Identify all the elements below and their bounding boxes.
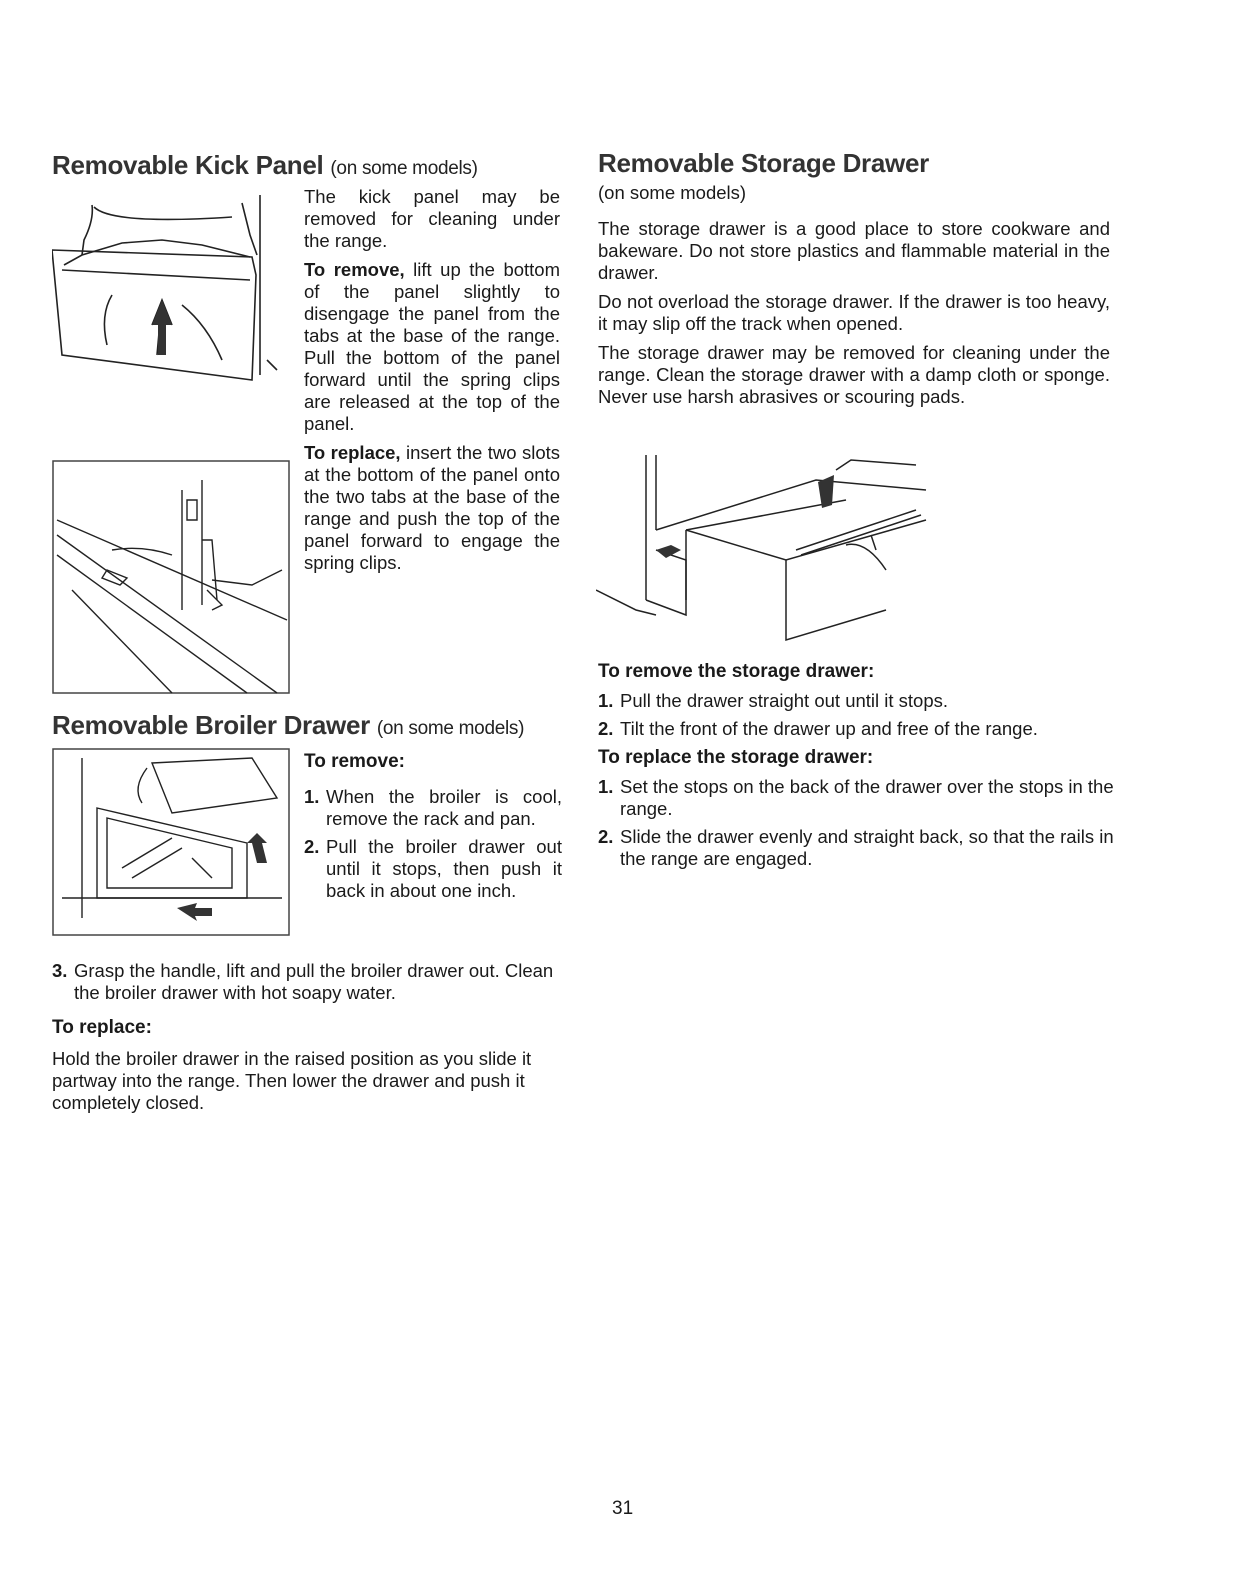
storage-paragraph-2: Do not overload the storage drawer. If the drawer is too heavy, it may slip off the track when opened.	[598, 291, 1110, 334]
broiler-step-1: 1. When the broiler is cool, remove the rack and pan.	[304, 786, 562, 829]
storage-drawer-text	[598, 182, 1110, 415]
kick-panel-replace-paragraph: To replace, insert the two slots at the bottom of the panel onto the two tabs at the base of the range and push the top of the panel forward to engage the spring clips.	[304, 442, 560, 573]
broiler-drawer-illustration	[52, 748, 292, 938]
storage-paragraph-3: The storage drawer may be removed for cleaning under the range. Clean the storage drawer with a damp cloth or sponge. Never use harsh abrasives or scouring pads.	[598, 342, 1110, 407]
broiler-step-3: 3. Grasp the handle, lift and pull the broiler drawer out. Clean the broiler drawer with hot soapy water.	[52, 960, 554, 1003]
broiler-continued-block	[52, 960, 567, 1114]
storage-drawer-illustration	[596, 450, 936, 650]
storage-instructions	[598, 660, 1118, 876]
kick-panel-remove-paragraph: To remove, lift up the bottom of the panel slightly to disengage the panel from the tabs at the base of the range. Pull the bottom of the panel forward until the spring clips are released at the top of the panel.	[304, 259, 560, 434]
storage-drawer-subtitle: (on some models)	[598, 182, 747, 203]
broiler-step-2: 2. Pull the broiler drawer out until it stops, then push it back in about one inch.	[304, 836, 562, 901]
broiler-drawer-heading: Removable Broiler Drawer (on some models)	[52, 710, 525, 740]
broiler-remove-heading: To remove:	[304, 751, 406, 772]
page-number: 31	[612, 1498, 634, 1519]
storage-remove-heading: To remove the storage drawer:	[598, 661, 875, 682]
kick-panel-text	[304, 186, 560, 581]
kick-panel-intro: The kick panel may be removed for cleaning under the range.	[304, 186, 560, 251]
storage-remove-step-1: 1. Pull the drawer straight out until it stops.	[598, 690, 949, 711]
storage-replace-step-1: 1. Set the stops on the back of the drawer over the stops in the range.	[598, 776, 1114, 819]
broiler-replace-text: Hold the broiler drawer in the raised position as you slide it partway into the range. Then lower the drawer and push it completely closed.	[52, 1048, 532, 1113]
storage-paragraph-1: The storage drawer is a good place to store cookware and bakeware. Do not store plastics and flammable material in the drawer.	[598, 218, 1110, 283]
broiler-replace-heading: To replace:	[52, 1017, 152, 1038]
kick-panel-heading: Removable Kick Panel (on some models)	[52, 150, 478, 180]
storage-replace-step-2: 2. Slide the drawer evenly and straight back, so that the rails in the range are engaged.	[598, 826, 1114, 869]
kick-panel-removal-illustration	[52, 195, 292, 390]
storage-remove-step-2: 2. Tilt the front of the drawer up and free of the range.	[598, 718, 1038, 739]
broiler-remove-block	[304, 750, 562, 908]
storage-replace-heading: To replace the storage drawer:	[598, 747, 874, 768]
kick-panel-replacement-illustration	[52, 460, 292, 695]
storage-drawer-heading: Removable Storage Drawer	[598, 148, 929, 178]
